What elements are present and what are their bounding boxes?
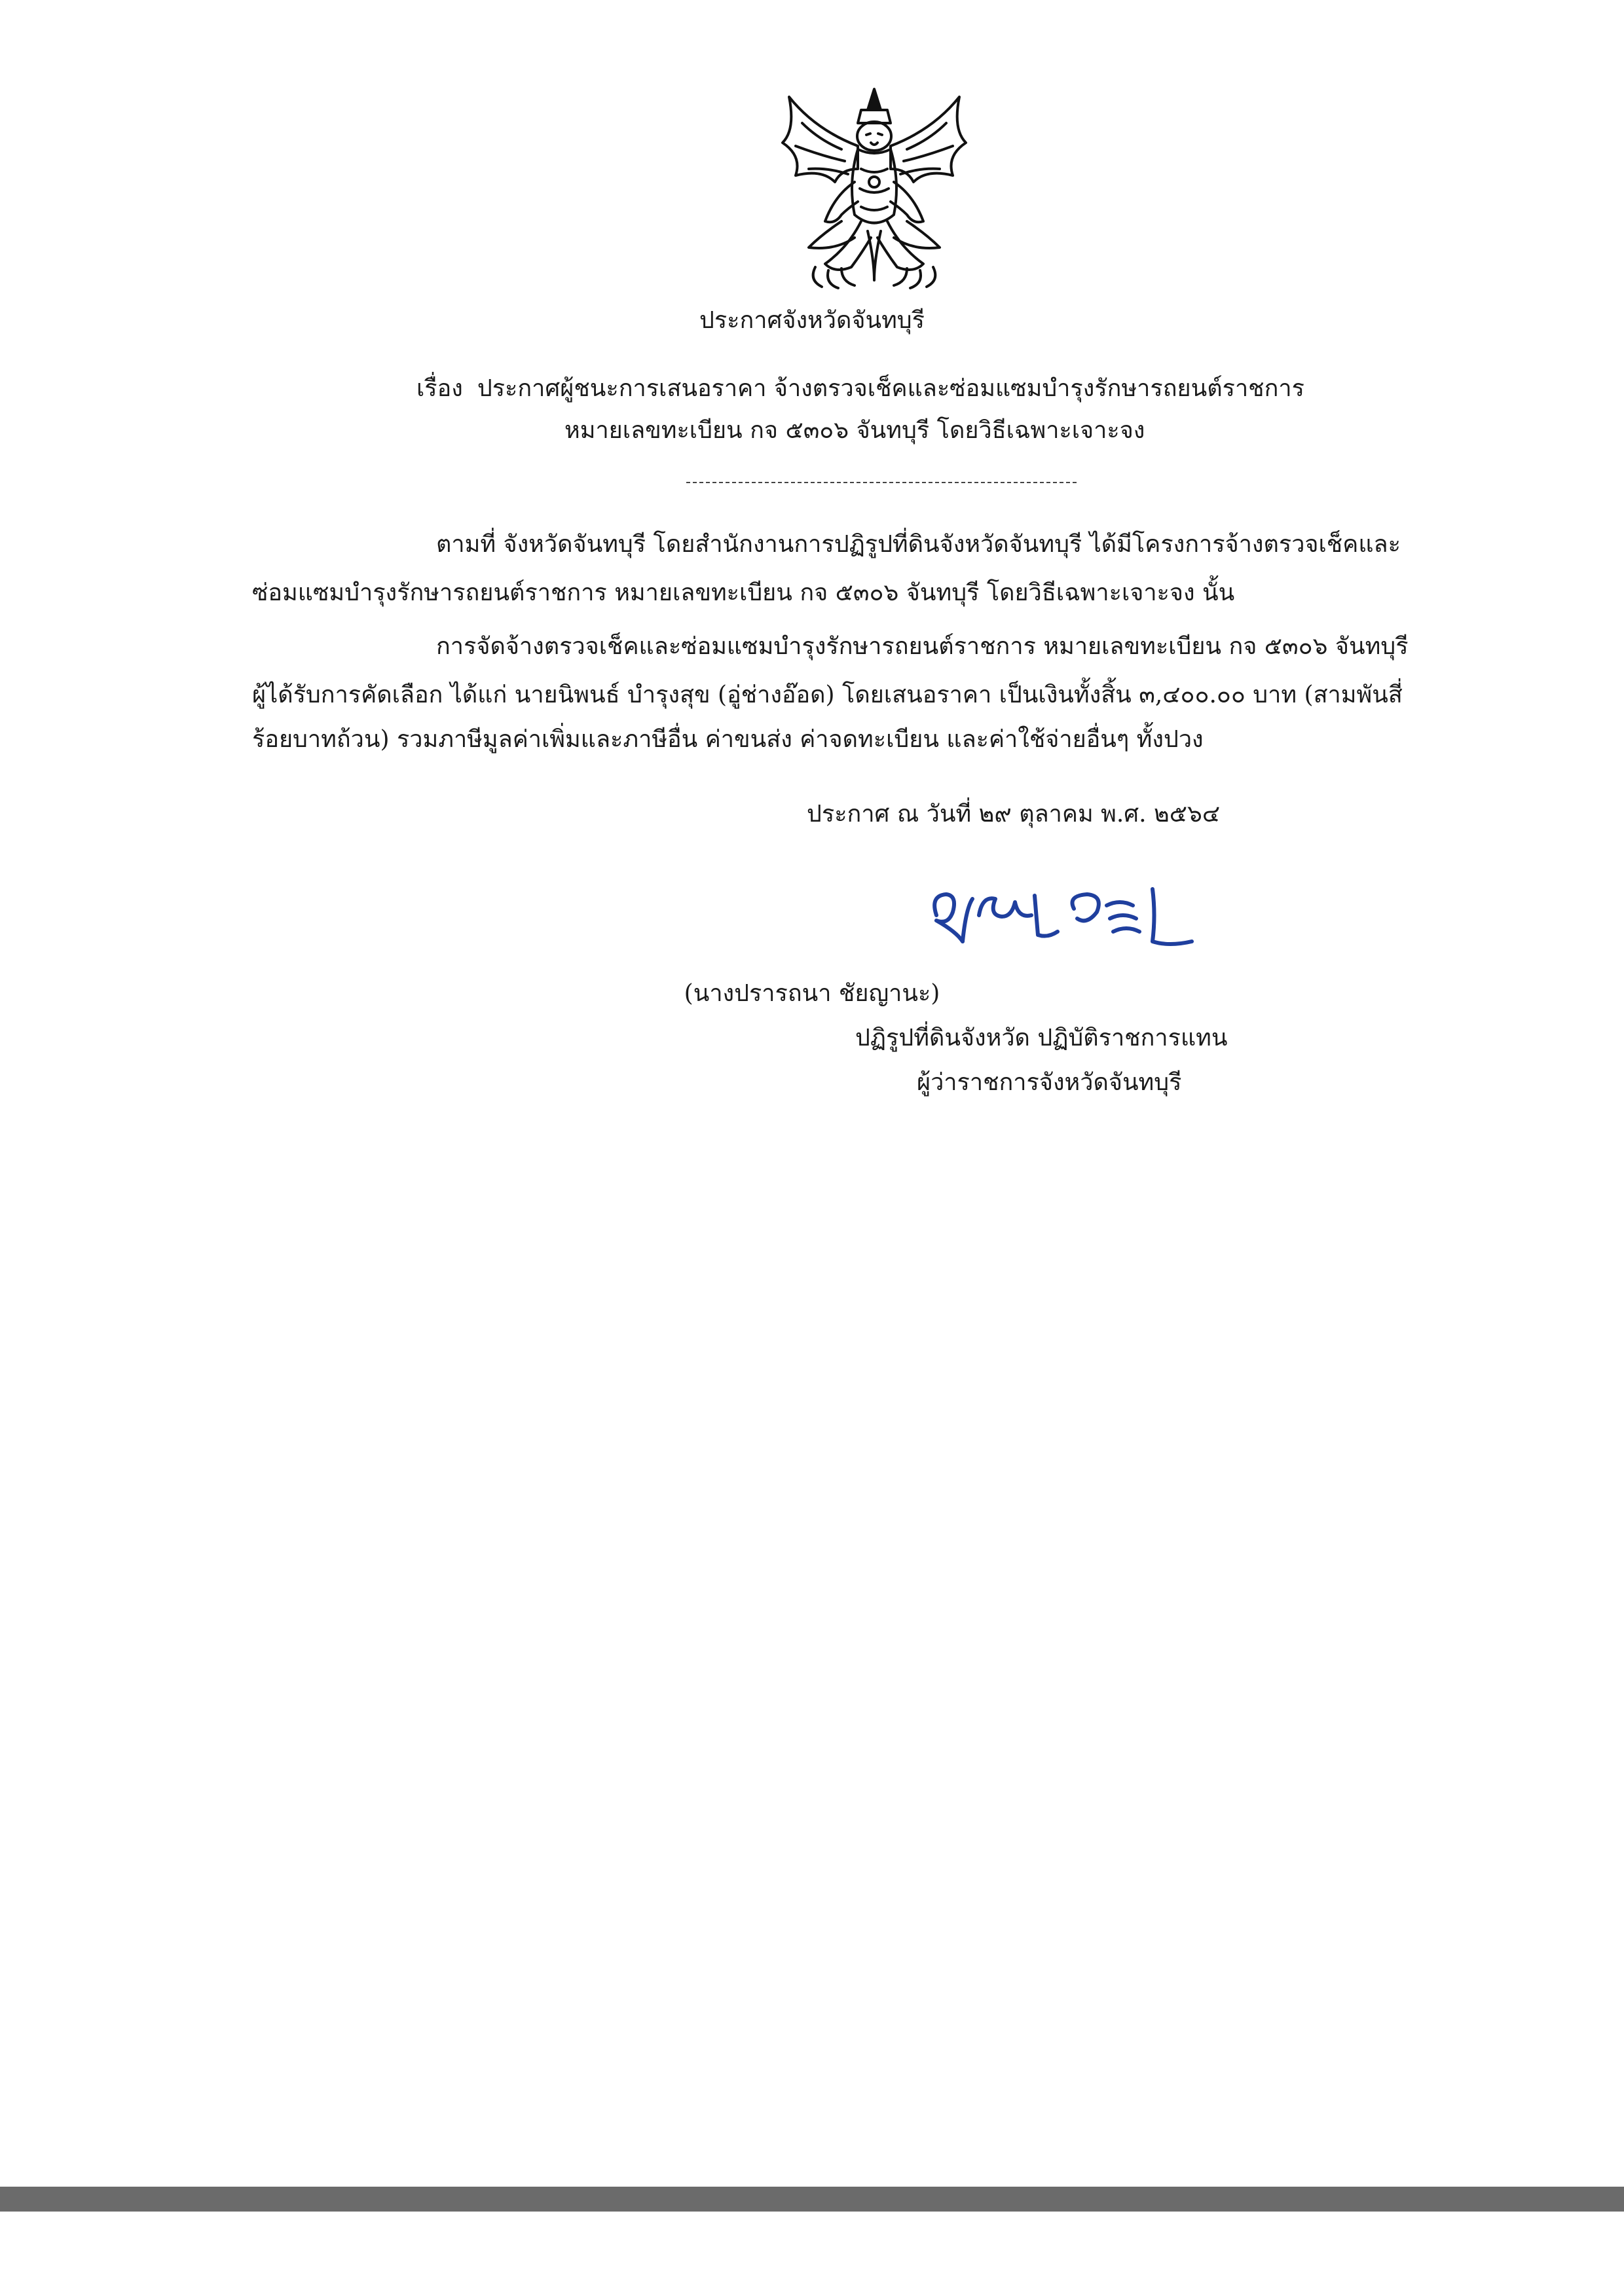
- handwritten-signature: [917, 869, 1244, 955]
- scan-edge-band: [0, 2187, 1624, 2212]
- signer-title-2: ผู้ว่าราชการจังหวัดจันทบุรี: [917, 1069, 1182, 1096]
- signer-name: (นางปรารถนา ชัยญานะ): [684, 980, 940, 1007]
- paragraph-2-line-2: ผู้ได้รับการคัดเลือก ได้แก่ นายนิพนธ์ บำรุงสุข (อู่ช่างอ๊อด) โดยเสนอราคา เป็นเงินทั้งสิ้น ๓,๔๐๐.๐๐ บาท (สามพันสี่: [252, 682, 1403, 708]
- subject-label: เรื่อง: [416, 375, 463, 402]
- paragraph-2-line-3: ร้อยบาทถ้วน) รวมภาษีมูลค่าเพิ่มและภาษีอื่น ค่าขนส่ง ค่าจดทะเบียน และค่าใช้จ่ายอื่นๆ ทั้งปวง: [252, 726, 1204, 753]
- paragraph-2-line-1: การจัดจ้างตรวจเช็คและซ่อมแซมบำรุงรักษารถยนต์ราชการ หมายเลขทะเบียน กจ ๕๓๐๖ จันทบุรี: [436, 633, 1409, 660]
- announcement-date: ประกาศ ณ วันที่ ๒๙ ตุลาคม พ.ศ. ๒๕๖๔: [807, 801, 1221, 828]
- paragraph-1-line-1: ตามที่ จังหวัดจันทบุรี โดยสำนักงานการปฏิรูปที่ดินจังหวัดจันทบุรี ได้มีโครงการจ้างตรวจเช็คและ: [436, 531, 1401, 558]
- paragraph-1-line-2: ซ่อมแซมบำรุงรักษารถยนต์ราชการ หมายเลขทะเบียน กจ ๕๓๐๖ จันทบุรี โดยวิธีเฉพาะเจาะจง นั้น: [252, 579, 1235, 606]
- subject-text-1: ประกาศผู้ชนะการเสนอราคา จ้างตรวจเช็คและซ่อมแซมบำรุงรักษารถยนต์ราชการ: [477, 375, 1304, 402]
- subject-line-1: [416, 377, 1304, 401]
- document-title: ประกาศจังหวัดจันทบุรี: [699, 307, 925, 334]
- signer-title-1: ปฏิรูปที่ดินจังหวัด ปฏิบัติราชการแทน: [855, 1025, 1228, 1051]
- garuda-emblem-icon: [763, 84, 986, 297]
- divider: [686, 482, 1077, 483]
- subject-line-2: หมายเลขทะเบียน กจ ๕๓๐๖ จันทบุรี โดยวิธีเฉพาะเจาะจง: [564, 417, 1145, 444]
- scan-bottom-margin: [0, 2212, 1624, 2296]
